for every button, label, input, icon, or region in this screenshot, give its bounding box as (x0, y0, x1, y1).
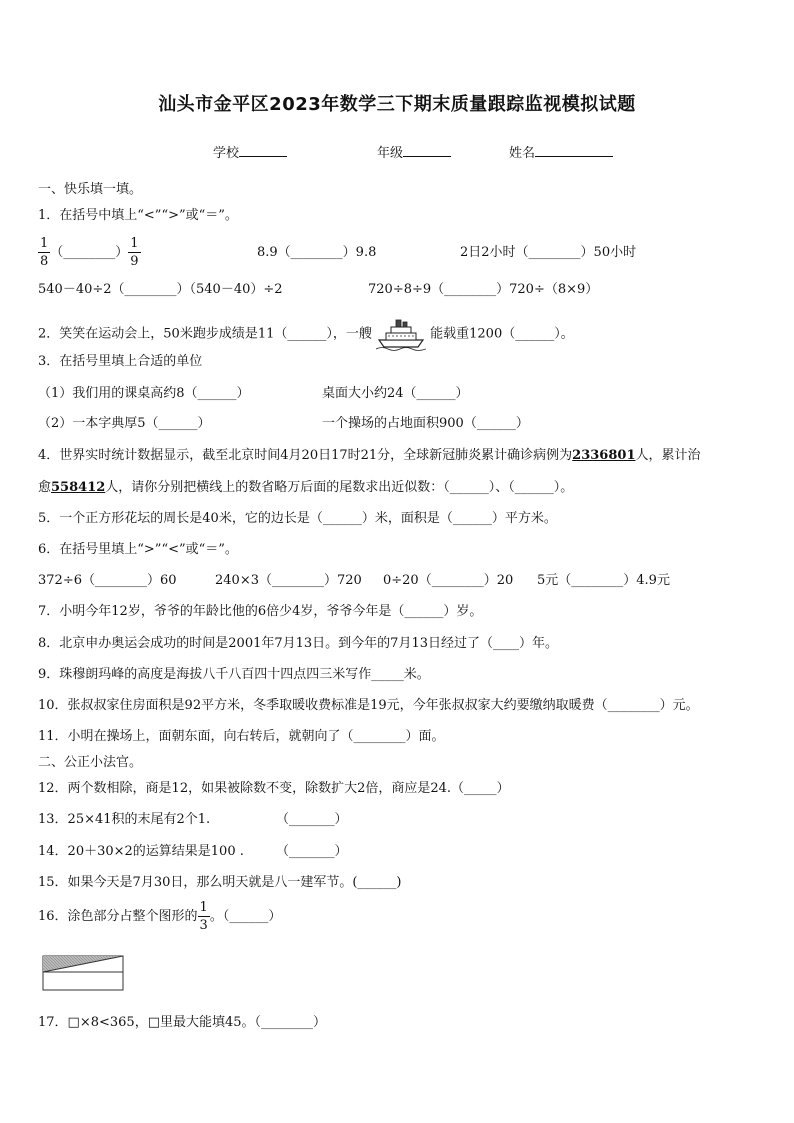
name-field (509, 142, 613, 161)
question-13-answer[interactable]: （_______） (276, 812, 348, 827)
school-label: 学校 (213, 146, 240, 161)
question-11[interactable]: 11．小明在操场上，面朝东面，向右转后，就朝向了（________）面。 (38, 729, 445, 744)
question-16-answer[interactable]: 。（______） (209, 909, 282, 924)
fraction-one-third: $\frac{1}{3}$ (199, 900, 208, 933)
question-7[interactable]: 7．小明今年12岁，爷爷的年龄比他的6倍少4岁，爷爷今年是（______）岁。 (38, 604, 483, 619)
school-blank[interactable] (239, 143, 287, 157)
question-2-pre[interactable]: 2．笑笑在运动会上，50米跑步成绩是11（______），一艘 (38, 326, 372, 342)
question-2-post[interactable]: 能载重1200（______）。 (430, 326, 574, 342)
question-3-d[interactable]: 一个操场的占地面积900（______） (322, 416, 529, 431)
confirmed-cases-number: 2336801 (572, 448, 636, 463)
question-3-c[interactable]: （2）一本字典厚5（______） (38, 416, 211, 431)
question-2 (38, 316, 574, 352)
question-9[interactable]: 9．珠穆朗玛峰的高度是海拔八千八百四十四点四三米写作_____米。 (38, 667, 430, 682)
answer-paren[interactable]: （________） (50, 245, 129, 260)
question-13: 13．25×41积的末尾有2个1. (38, 812, 211, 827)
fraction-one-ninth: $\frac{1}{9}$ (130, 236, 139, 269)
question-14-answer[interactable]: （_______） (276, 844, 348, 859)
page-title: 汕头市金平区2023年数学三下期末质量跟踪监视模拟试题 (158, 94, 636, 115)
grade-blank[interactable] (403, 143, 451, 157)
shaded-rectangle-figure (42, 955, 124, 991)
ship-icon (376, 316, 426, 352)
question-3-b[interactable]: 桌面大小约24（______） (322, 386, 469, 401)
question-1-item-fractions (38, 236, 141, 270)
question-6-a[interactable]: 372÷6（________）60 (38, 573, 177, 588)
question-16-text: 16．涂色部分占整个图形的 (38, 909, 198, 924)
question-6-stem: 6．在括号里填上“>”“<”或“＝”。 (38, 542, 238, 557)
question-1-item-2[interactable]: 8.9（________）9.8 (257, 245, 377, 260)
question-4-text-4: 人，请你分别把横线上的数省略万后面的尾数求出近似数：（______）、（______）。 (105, 480, 574, 495)
recovered-number: 558412 (51, 480, 106, 495)
question-8[interactable]: 8．北京申办奥运会成功的时间是2001年7月13日。到今年的7月13日经过了（____）年。 (38, 636, 558, 651)
question-4-line-2[interactable] (38, 480, 573, 496)
question-1-item-5[interactable]: 720÷8÷9（________）720÷（8×9） (368, 282, 599, 297)
section-1-heading: 一、快乐填一填。 (38, 182, 143, 197)
name-blank[interactable] (535, 143, 613, 157)
grade-label: 年级 (377, 146, 404, 161)
question-3-stem: 3．在括号里填上合适的单位 (38, 354, 203, 369)
question-12[interactable]: 12．两个数相除，商是12，如果被除数不变，除数扩大2倍，商应是24.（_____） (38, 781, 510, 796)
question-3-a[interactable]: （1）我们用的课桌高约8（______） (38, 386, 250, 401)
question-6-c[interactable]: 0÷20（________）20 (383, 573, 514, 588)
grade-field (377, 142, 451, 161)
question-16[interactable] (38, 900, 281, 934)
section-2-heading: 二、公正小法官。 (38, 755, 143, 770)
question-4-text-2: 人，累计治 (635, 448, 701, 463)
name-label: 姓名 (509, 146, 536, 161)
question-4-line-1 (38, 448, 701, 464)
question-1-stem: 1．在括号中填上“<”“>”或“＝”。 (38, 208, 238, 223)
fraction-one-eighth: $\frac{1}{8}$ (40, 236, 49, 269)
question-1-item-4[interactable]: 540－40÷2（________）（540－40）÷2 (38, 282, 283, 297)
question-5[interactable]: 5．一个正方形花坛的周长是40米，它的边长是（______）米，面积是（______）平方米。 (38, 511, 557, 526)
school-field (213, 142, 287, 161)
question-15[interactable]: 15．如果今天是7月30日，那么明天就是八一建军节。(______) (38, 875, 402, 890)
question-1-item-3[interactable]: 2日2小时（________）50小时 (460, 245, 637, 260)
question-6-d[interactable]: 5元（________）4.9元 (537, 573, 670, 588)
question-14: 14．20＋30×2的运算结果是100 . (38, 844, 244, 859)
question-10[interactable]: 10．张叔叔家住房面积是92平方米，冬季取暖收费标准是19元，今年张叔叔家大约要缴纳取暖费（________）元。 (38, 698, 699, 713)
question-17[interactable]: 17．□×8<365，□里最大能填45。（________） (38, 1015, 327, 1030)
question-4-text-1: 4．世界实时统计数据显示，截至北京时间4月20日17时21分，全球新冠肺炎累计确诊病例为 (38, 448, 573, 463)
question-6-b[interactable]: 240×3（________）720 (215, 573, 362, 588)
question-4-text-3: 愈 (38, 480, 52, 495)
